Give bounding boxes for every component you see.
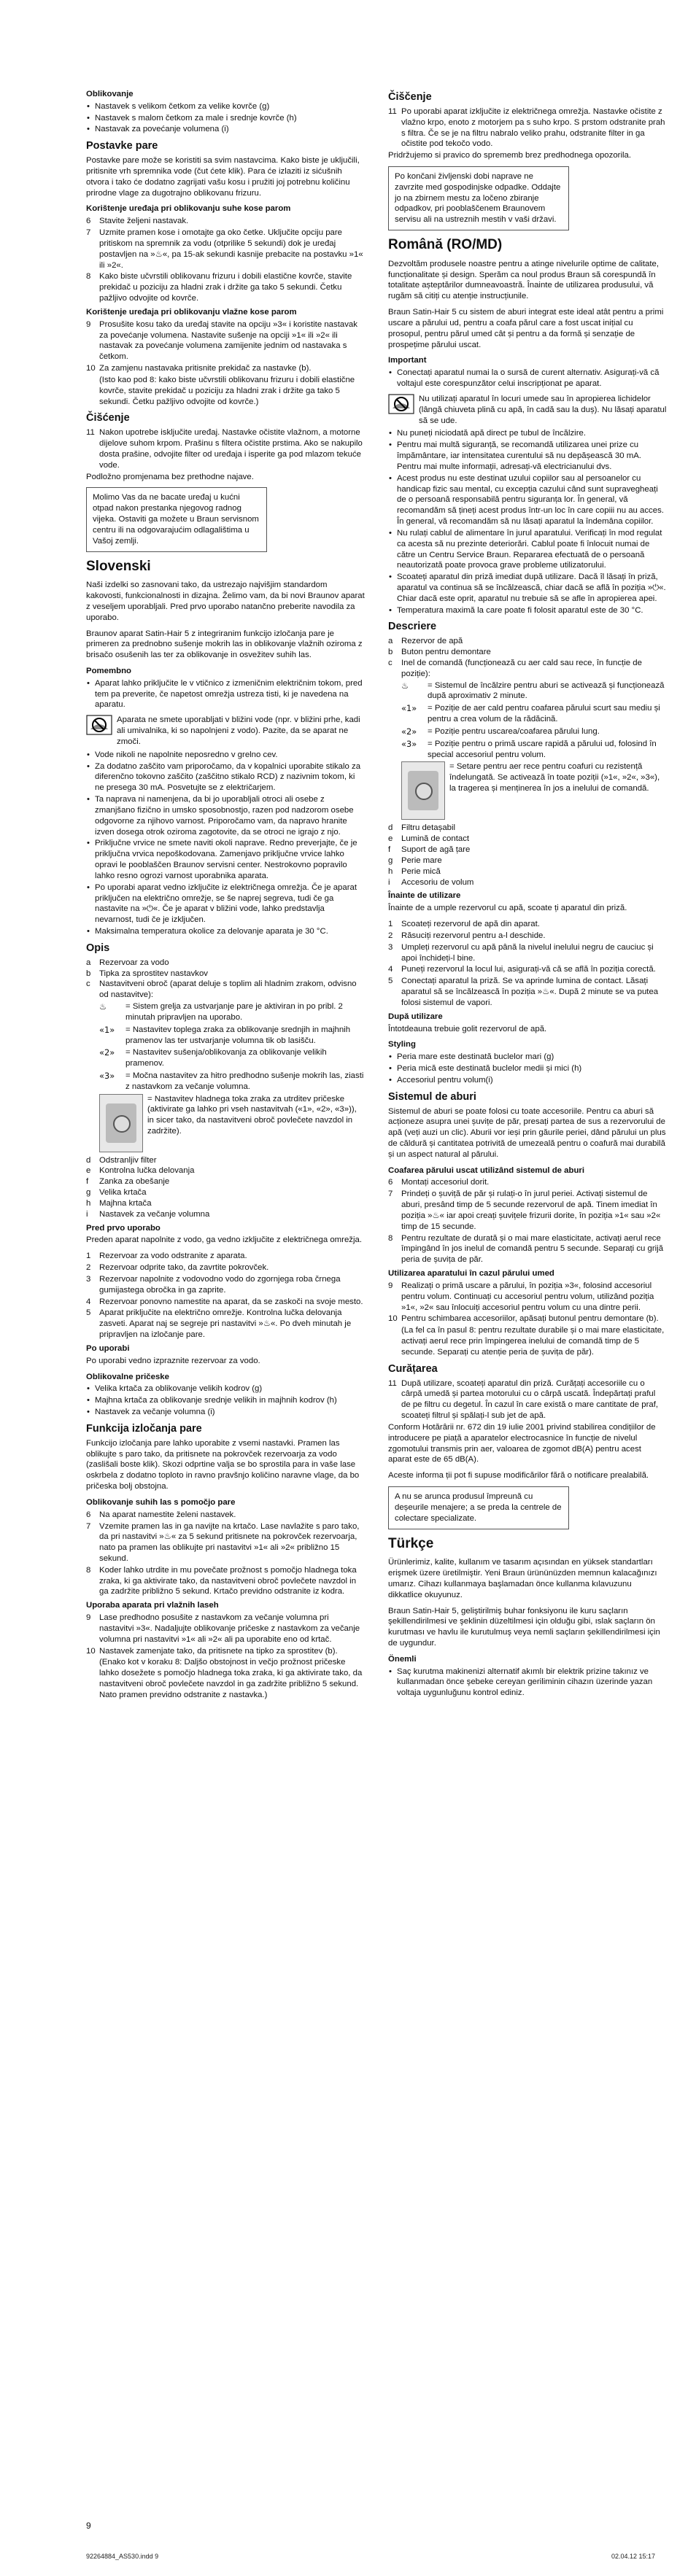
step-number: 8 [86,1565,91,1575]
setting-symbol: «1» [99,1024,115,1035]
step-number: 8 [86,272,91,282]
item-text: Nastavek za večanje volumna [99,1209,210,1219]
lettered-list [86,1155,365,1220]
disposal-notice-box: Molimo Vas da ne bacate uređaj u kućni otpad nakon prestanka njegovog radnog vijeka. Ostaviti ga možete u Braun servisnom centru ili na odgovarajućim odlagalištima u Vašoj zemlji. [86,487,267,551]
step-text: Realizați o primă uscare a părului, în poziția »3«, folosind accesoriul pentru volum. Continuați cu accesoriul pentru volum, utilizând poziția »1«, »2« sau înlocuiți accesoriul pentru volum cu una dintre perii. [401,1281,654,1312]
footer-date: 02.04.12 15:17 [611,2553,655,2560]
step-text: După utilizare, scoateți aparatul din priză. Curățați accesoriile cu o cârpă umedă și partea motorului cu o cârpă uscată. Îndepărtați praful de pe filtru cu degetul. În cazul în care există o mare cantitate de praf, scoateți filtrul și spălați-l sub jet de apă. [401,1378,659,1421]
numbered-item [86,216,365,227]
numbered-item [86,1297,365,1308]
step-number: 9 [86,1613,91,1623]
item-text: Odstranljiv filter [99,1155,157,1165]
bold-subheading: Oblikovalne pričeske [86,1372,169,1381]
numbered-item [86,228,365,271]
paragraph: Ürünlerimiz, kalite, kullanım ve tasarım açısından en yüksek standartları erişmek üzere üretilmiştir. Yeni Braun ürününüzden memnun kalacağınızı umarız. Cihazı kullanmaya başlamadan önce kullanma kılavuzunu dikkatlice okuyunuz. [388,1558,657,1599]
step-text: Na aparat namestite želeni nastavek. [99,1510,236,1519]
numbered-list [388,1378,667,1421]
paragraph: Aceste informa ții pot fi supuse modificărilor fără o notificare prealabilă. [388,1471,649,1481]
setting-item [99,1025,365,1047]
numbered-item [388,1325,667,1357]
numbered-list [86,1510,365,1598]
bullet-item: • Priključne vrvice ne smete naviti okoli naprave. Redno preverjajte, če je priključna vrvica nepoškodovana. Zamenjavo priključne vrvice lahko opravi le pooblaščen Braunov servisni center. Nestrokovno popravilo lahko resno ogrozi varnost uporabnika aparata. [86,838,365,881]
bullet-list [86,750,365,937]
bold-subheading: Pomembno [86,666,132,675]
step-text: (Enako kot v koraku 8: Daljšo obstojnost in večjo prožnost pričeske lahko dosežete s pomočjo hladnega toka zraka, ki ga aktivirate tako, da nastavitveni obroč povlečete navzdol in ga zadržite približno 5 sekund. Nato pramen previdno odstranite z nastavka.) [99,1658,363,1699]
step-text: Prosušite kosu tako da uređaj stavite na opciju »3« i koristite nastavak za povećanje volumena. Nastavite sušenje na opciji »1« ili »2« ili nastavak za povećanje volumena zamijenite jednim od nastavaka s četkom. [99,319,357,362]
step-text: Aparat priključite na električno omrežje. Kontrolna lučka delovanja zasveti. Aparat naj se segreje pri nastavitvi »♨«. Po dveh minutah je pripravljen na izločanje pare. [99,1308,352,1340]
item-text: Majhna krtača [99,1198,152,1208]
paragraph: Sistemul de aburi se poate folosi cu toate accesoriile. Pentru ca aburi să acționeze asupra unei șuvițe de păr, presați partea de sus a rezervorului de apă (veți auzi un clic). Aburii vor ieși prin găurile periei, dând părului un plus de căldură și cantitatea potrivită de umezeală pentru o coafură mai durabilă și un aspect natural al părului. [388,1106,666,1159]
lettered-item [388,856,667,866]
setting-symbol: «3» [401,738,417,749]
step-text: Puneți rezervorul la locul lui, asigurați-vă că se află în poziția corectă. [401,965,656,974]
warning-text: Aparata ne smete uporabljati v bližini vode (npr. v bližini prhe, kadi ali umivalnika, ki so napolnjeni z vodo). Pazite, da se aparat ne zmoči. [117,715,360,746]
footer-file: 92264884_AS530.indd 9 [86,2553,159,2560]
numbered-item [86,1613,365,1645]
paragraph: Braun Satin-Hair 5, geliştirilmiş buhar fonksiyonu ile kuru saçların şekillendirilmesi ve şeklinin düzeltilmesi için olduğu gibi, ıslak saçların ön kurutması ve havlu ile kurutulmuş veya nemli saçların şekillendirilmesi için de uygundur. [388,1606,660,1648]
bullet-item: • Vode nikoli ne napolnite neposredno v grelno cev. [86,750,365,761]
setting-symbol: «1» [401,703,417,714]
bold-subheading: Important [388,356,427,365]
lettered-item [388,647,667,658]
setting-text: = Poziție pentru o primă uscare rapidă a părului ud, folosind în special accesoriul pentru volum. [428,739,657,759]
bullet-item: • Nastavek s malom četkom za male i srednje kovrče (h) [86,113,365,124]
ring-illustration-icon [113,1115,131,1133]
paragraph: Preden aparat napolnite z vodo, ga vedno izključite z električnega omrežja. [86,1235,363,1245]
bullet-item: • Nastavek za večanje volumna (i) [86,1407,365,1418]
item-letter: c [388,658,393,667]
item-letter: f [388,845,391,855]
numbered-item [86,427,365,470]
item-letter: h [86,1198,91,1208]
setting-text: = Poziție de aer cald pentru coafarea părului scurt sau mediu și pentru a crea volum de la rădăcină. [428,704,660,724]
bold-subheading: Korištenje uređaja pri oblikovanju vlažne kose parom [86,307,297,317]
item-text: Perie mică [401,866,441,876]
cold-air-setting-text: = Setare pentru aer rece pentru coafuri cu rezistență îndelungată. Se activează în toate poziții (»1«, »2«, »3«), la tragerea și menținerea în jos a inelului de comandă. [449,762,660,794]
setting-list [86,1001,365,1093]
lettered-item [86,969,365,979]
item-letter: a [388,637,393,646]
water-warning [388,394,667,426]
lettered-item [388,636,667,647]
setting-text: = Nastavitev toplega zraka za oblikovanje srednjih in majhnih pramenov las ter ustvarjanje volumna tik ob lasišču. [125,1025,351,1045]
lettered-item [388,866,667,877]
numbered-item [86,1646,365,1657]
step-text: Pentru rezultate de durată și o mai mare elasticitate, activați aerul rece împingând în jos inelul de comandă pentru 5 secunde. Separați cu grijă peria de șuvița de păr. [401,1233,664,1265]
paragraph: Întotdeauna trebuie golit rezervorul de apă. [388,1024,547,1033]
lettered-list [388,636,667,679]
bold-subheading: Oblikovanje suhih las s pomočjo pare [86,1497,236,1507]
step-text: Răsuciți rezervorul pentru a-l deschide. [401,931,546,940]
section-heading: Slovenski [86,558,151,574]
paragraph: Naši izdelki so zasnovani tako, da ustrezajo najvišjim standardom kakovosti, funkcionalnosti in dizajna. Želimo vam, da bi novi Braunov aparat z veseljem uporabljali. Pred prvo uporabo natančno preberite navodila za uporabo. [86,581,365,622]
numbered-item [388,919,667,930]
numbered-item [86,1274,365,1296]
bold-subheading: Pred prvo uporabo [86,1223,161,1233]
bullet-item: • Po uporabi aparat vedno izključite iz električnega omrežja. Če je aparat priključen na električno omrežje, se še naprej segreva, tudi če ga nastavite na »⏻«. Če je aparat v bližini vode, lahko predstavlja nevarnost, tudi če je izključen. [86,882,365,926]
item-text: Zanka za obešanje [99,1177,170,1187]
setting-symbol: «2» [401,726,417,737]
numbered-item [86,1657,365,1700]
numbered-item [86,1521,365,1564]
numbered-item [388,106,667,150]
setting-item [99,1071,365,1093]
numbered-item [86,1510,365,1521]
paragraph: Postavke pare može se koristiti sa svim nastavcima. Kako biste je uključili, pritisnite vrh spremnika vode (čut ćete klik). Para će izlaziti iz sićušnih otvora i tako će dodatno zagrijati vašu kosu i pružiti joj potrebnu količinu prirodne vlage za dugotrajno oblikovanu frizuru. [86,156,360,198]
item-letter: i [388,877,390,887]
bullet-list [388,1667,667,1699]
disposal-notice-box: Po končani življenski dobi naprave ne zavrzite med gospodinjske odpadke. Oddajte jo na zbirnem mestu za ločeno zbiranje odpadkov, pri pooblaščenem Braunovem servisu ali na ustreznih mestih v vaši državi. [388,166,569,230]
no-water-warning-icon [388,394,414,414]
left-column [86,86,365,1702]
bullet-list [388,428,667,616]
item-text: Kontrolna lučka delovanja [99,1166,195,1176]
section-heading: Türkçe [388,1535,434,1551]
step-number: 2 [86,1263,91,1273]
step-text: Po uporabi aparat izključite iz električnega omrežja. Nastavke očistite z vlažno krpo, enoto z motorjem pa s suho krpo. S prstom odstranite prah s filtra. Če se je na filtru nabralo veliko prahu, odstranite filter in ga očistite pod tekočo vodo. [401,106,665,149]
numbered-item [86,271,365,303]
setting-symbol: ♨ [99,1001,107,1012]
setting-text: = Sistem grelja za ustvarjanje pare je aktiviran in po pribl. 2 minutah pripravljen na uporabo. [125,1002,343,1022]
step-number: 11 [388,106,397,116]
numbered-item [388,1177,667,1188]
subsection-heading: Descriere [388,621,437,633]
lettered-item [86,1187,365,1198]
setting-item [401,739,667,761]
bullet-item: • Majhna krtača za oblikovanje srednje velikih in majhnih kodrov (h) [86,1395,365,1406]
item-letter: d [86,1155,91,1165]
lettered-list [388,823,667,888]
item-text: Tipka za sprostitev nastavkov [99,969,208,978]
lettered-item [86,1209,365,1220]
bold-subheading: Önemli [388,1654,417,1664]
setting-item [99,1001,365,1023]
numbered-item [86,375,365,407]
numbered-item [86,1308,365,1340]
paragraph: Înainte de a umple rezervorul cu apă, scoate ți aparatul din priză. [388,904,627,913]
lettered-item [388,658,667,680]
bullet-list [86,1384,365,1417]
numbered-item [388,964,667,975]
step-number: 10 [86,1646,96,1656]
step-number: 6 [388,1178,393,1187]
step-text: Nastavek zamenjate tako, da pritisnete na tipko za sprostitev (b). [99,1646,338,1656]
paragraph: Po uporabi vedno izpraznite rezervoar za vodo. [86,1356,260,1365]
step-text: Pentru schimbarea accesoriilor, apăsați butonul pentru demontare (b). [401,1314,659,1324]
numbered-list [388,919,667,1009]
subsection-heading: Čiščenje [388,91,432,103]
step-number: 8 [388,1233,393,1243]
step-number: 5 [388,977,393,986]
step-number: 1 [388,920,393,929]
setting-item [401,703,667,725]
step-text: Uzmite pramen kose i omotajte ga oko četke. Uključite opciju pare pritiskom na spremnik za vodu (otprilike 5 sekundi) dok je uređaj postavljen na »♨«, pa 15-ak sekundi kasnije prebacite na postavku »1« ili »2«. [99,228,363,270]
step-number: 11 [86,428,95,438]
step-text: Rezervoar odprite tako, da zavrtite pokrovček. [99,1263,269,1273]
cold-air-ring-illustration [401,761,445,820]
bullet-item: • Pentru mai multă siguranță, se recomandă utilizarea unei prize cu împământare, iar intensitatea curentului să nu depășească 30 mA. Pentru mai multe informații, adresați-vă electricianului dvs. [388,440,667,472]
setting-text: = Poziție pentru uscarea/coafarea părului lung. [428,726,600,736]
step-number: 5 [86,1308,91,1318]
step-number: 1 [86,1252,91,1261]
bullet-item: • Za dodatno zaščito vam priporočamo, da v kopalnici uporabite stikalo za diferenčno tokovno zaščito (zaščitno stikalo RCD) z nazivnim tokom, ki ne presega 30 mA. Posvetujte se z električarjem. [86,761,365,794]
lettered-item [388,845,667,856]
subsection-heading: Opis [86,942,110,954]
bullet-item: • Scoateți aparatul din priză imediat după utilizare. Dacă îl lăsați în priză, aparatul va continua să se încălzească, chiar dacă se află în poziția »⏻«. Chiar dacă este oprit, aparatul nu trebuie să se afle în apropierea apei. [388,572,667,604]
numbered-item [86,1565,365,1597]
step-text: (Isto kao pod 8: kako biste učvrstili oblikovanu frizuru i dobili elastične kovrče, stavite prekidač u poziciju za hladni zrak i držite ga tako 5 sekundi. Četku pažljivo odvojite od kovrče.) [99,375,355,406]
paragraph: Podložno promjenama bez prethodne najave. [86,472,254,481]
step-text: Vzemite pramen las in ga navijte na krtačo. Lase navlažite s paro tako, da pri nastavitvi »♨« za 5 sekund pritisnete na pokrovček rezervoarja, nato pa pramen las oblikujte pri nastavitvi »1« ali »2« približno 15 sekund. [99,1521,360,1563]
setting-list [388,680,667,761]
item-text: Rezervor de apă [401,637,463,646]
bullet-item: • Saç kurutma makinenizi alternatif akımlı bir elektrik prizine takınız ve kullanmadan önce şebeke cereyan geriliminin cihazın üzerinde yazan voltaja uygunluğunu kontrol ediniz. [388,1667,667,1699]
bullet-item: • Aparat lahko priključite le v vtičnico z izmeničnim električnim tokom, pred tem pa preverite, če napetost omrežja ustreza tisti, ki je navedena na aparatu. [86,678,365,710]
lettered-item [86,979,365,1001]
subsection-heading: Sistemul de aburi [388,1090,476,1103]
subsection-heading: Čišćenje [86,412,130,424]
step-number: 7 [388,1190,393,1199]
item-letter: b [86,969,91,978]
numbered-list [86,216,365,304]
cold-air-ring-illustration [99,1094,143,1152]
bullet-item: • Accesoriul pentru volum(i) [388,1075,667,1086]
step-number: 9 [388,1281,393,1290]
numbered-item [388,976,667,1008]
bullet-item: • Conectați aparatul numai la o sursă de curent alternativ. Asigurați-vă că voltajul este corespunzător celui inscripționat pe aparat. [388,368,667,389]
item-letter: f [86,1177,89,1187]
step-text: Rezervoar napolnite z vodovodno vodo do zgornjega roba črnega gumijastega obročka in ga zaprite. [99,1274,341,1295]
bullet-item: • Nastavak za povećanje volumena (i) [86,124,365,135]
lettered-item [388,823,667,834]
page-number: 9 [86,2521,91,2531]
cold-air-setting-text: = Nastavitev hladnega toka zraka za utrditev pričeske (aktivirate ga lahko pri vseh nastavitvah («1», «2», «3»)), in sicer tako, da nastavitveni obroč povlečete navzdol in zadržite). [147,1094,357,1136]
item-letter: e [388,834,393,844]
warning-text: Nu utilizați aparatul în locuri umede sau în apropierea lichidelor (lângă chiuveta plină cu apă, în cadă sau la duș). Nu lăsați aparatul să se ude. [419,394,667,425]
lettered-item [86,958,365,969]
subsection-heading: Postavke pare [86,140,158,152]
numbered-list [86,427,365,470]
step-number: 2 [388,931,393,940]
bullet-item: • Ta naprava ni namenjena, da bi jo uporabljali otroci ali osebe z zmanjšano fizično in umsko sposobnostjo, razen pod nadzorom osebe odgovorne za njihovo varnost. Priporočamo vam, da napravo hranite izven dosega otrok oziroma zagotovite, da se otroci ne igrajo z njo. [86,794,365,837]
item-letter: g [388,856,393,865]
step-text: (La fel ca în pasul 8: pentru rezultate durabile și o mai mare elasticitate, activați aerul rece prin împingerea inelului de comandă timp de 5 secunde. Separați cu atenție peria de șuvița de păr). [401,1326,665,1357]
step-number: 6 [86,1510,91,1519]
item-letter: h [388,866,393,876]
step-text: Montați accesoriul dorit. [401,1178,490,1187]
item-letter: c [86,979,90,989]
step-number: 10 [86,364,96,373]
item-text: Nastavitveni obroč (aparat deluje s toplim ali hladnim zrakom, odvisno od nastavitve): [99,979,357,1000]
bullet-item: • Nastavek s velikom četkom za velike kovrče (g) [86,101,365,112]
step-text: Conectați aparatul la priză. Se va aprinde lumina de contact. Lăsați aparatul să se încălzească în poziția »♨«. După 2 minute se va putea folosi sistemul de vapori. [401,977,659,1007]
step-number: 3 [86,1274,91,1284]
step-number: 10 [388,1314,398,1324]
paragraph: Funkcijo izločanja pare lahko uporabite z vsemi nastavki. Pramen las oblikujte s paro tako, da pritisnete na pokrovček rezervoarja za vodo (zaslišali boste klik). Skozi odprtine valja se bo sprostila para in vaše lase oskrbela z dodatno toploto in ravno pravšnjo količino naravne vlage, da bo pričeska bolj obstojna. [86,1438,360,1491]
numbered-list [86,319,365,408]
bullet-list [86,101,365,135]
lettered-item [86,1176,365,1187]
right-column [388,86,667,1703]
item-text: Suport de agă țare [401,845,471,855]
bold-subheading: Utilizarea aparatului în cazul părului umed [388,1269,554,1279]
step-text: Stavite željeni nastavak. [99,217,189,226]
step-text: Nakon upotrebe isključite uređaj. Nastavke očistite vlažnom, a motorne dijelove suhom krpom. Prašinu s filtera očistite prstima. Ako se nakupilo dosta prašine, odvojite filter od uređaja i isperite ga pod mlazom tekuće vode. [99,428,363,470]
bold-subheading: Po uporabi [86,1343,130,1353]
bullet-item: • Velika krtača za oblikovanje velikih kodrov (g) [86,1384,365,1394]
bold-subheading: Coafarea părului uscat utilizând sistemul de aburi [388,1165,585,1175]
bullet-item: • Peria mare este destinată buclelor mari (g) [388,1052,667,1063]
step-text: Kako biste učvrstili oblikovanu frizuru i dobili elastične kovrče, stavite prekidač u poziciju za hladni zrak i držite ga tako 5 sekundi. Četku pažljivo odvojite od kovrče. [99,272,352,303]
item-text: Buton pentru demontare [401,648,491,657]
step-number: 9 [86,319,91,329]
numbered-item [86,363,365,374]
numbered-item [388,931,667,942]
subsection-heading: Curățarea [388,1362,438,1375]
item-text: Accesoriu de volum [401,877,474,887]
setting-text: = Močna nastavitev za hitro predhodno sušenje mokrih las, ziasti z nastavkom za večanje volumna. [125,1071,364,1091]
setting-text: = Nastavitev sušenja/oblikovanja za oblikovanje velikih pramenov. [125,1048,327,1068]
bold-subheading: Korištenje uređaja pri oblikovanju suhe kose parom [86,204,291,214]
item-text: Inel de comandă (funcționează cu aer cald sau rece, în funcție de poziție): [401,658,642,678]
item-letter: g [86,1188,91,1198]
numbered-item [86,1251,365,1262]
bullet-item: • Temperatura maximă la care poate fi folosit aparatul este de 30 °C. [388,605,667,616]
numbered-item [388,1378,667,1421]
step-text: Umpleți rezervorul cu apă până la nivelul inelului negru de cauciuc și apoi închideți-l bine. [401,942,654,963]
bullet-item: • Acest produs nu este destinat uzului copiilor sau al persoanelor cu handicap fizic sau mental, cu excepția cazului când sunt supravegheați de o persoană responsabilă pentru siguranța lor. În general, vă recomandăm să țineți acest produs într-un loc în care copiii nu au acces. În general, vă recomandăm să nu lăsați aparatul la îndemâna copiilor. [388,473,667,527]
numbered-item [388,1189,667,1232]
item-letter: b [388,648,393,657]
numbered-item [388,1233,667,1265]
step-number: 7 [86,1521,91,1531]
paragraph: Braun Satin-Hair 5 cu sistem de aburi integrat este ideal atât pentru a primi uscare a părului ud, pentru a coafa părul care a fost uscat inițial cu prosopul, pentru părul umed cât și pentru a da formă și senzație de prospețime părului uscat. [388,308,664,349]
item-text: Lumină de contact [401,834,470,844]
subsection-heading: Funkcija izločanja pare [86,1422,202,1435]
setting-item [401,726,667,737]
item-letter: d [388,823,393,833]
print-footer [86,2553,655,2560]
numbered-list [388,1281,667,1358]
step-text: Lase predhodno posušite z nastavkom za večanje volumna pri nastavitvi »3«. Nadaljujte oblikovanje pričeske z nastavkom za večanje volumna pri nastavitvi »1« ali »2« ali pa uporabite eno od krtač. [99,1613,360,1644]
step-number [86,1657,99,1700]
numbered-list [86,1613,365,1701]
setting-symbol: ♨ [401,680,409,691]
step-number [388,1325,401,1357]
step-number: 6 [86,217,91,226]
bold-subheading: Oblikovanje [86,90,134,98]
bullet-item: • Nu puneți niciodată apă direct pe tubul de încălzire. [388,428,667,439]
paragraph: Dezvoltăm produsele noastre pentru a atinge nivelurile optime de calitate, funcționalitate și design. Sperăm ca noul produs Braun să corespundă în totalitate așteptărilor dumneavoastră. Înainte de utilizarea produsului, vă rugăm să citiți cu atenție instrucțiunile. [388,259,660,301]
item-text: Perie mare [401,856,442,865]
numbered-list [86,1251,365,1341]
step-number: 3 [388,942,393,952]
bold-subheading: După utilizare [388,1012,443,1021]
step-text: Scoateți rezervorul de apă din aparat. [401,920,540,929]
item-letter: e [86,1166,91,1176]
step-text: Rezervoar za vodo odstranite z aparata. [99,1252,247,1261]
numbered-item [86,1262,365,1273]
numbered-item [388,1314,667,1324]
item-letter: a [86,958,91,967]
lettered-item [388,877,667,888]
step-text: Koder lahko utrdite in mu povečate prožnost s pomočjo hladnega toka zraka, ki ga aktivirate tako, da nastavitveni obroč povlečete navzdol in ga zadržite približno 5 sekund. Krtačo previdno odstranite iz kodra. [99,1565,357,1597]
cold-air-figure-row [401,761,667,820]
disposal-notice-box: A nu se arunca produsul împreună cu deșeurile menajere; a se preda la centrele de colectare specializate. [388,1486,569,1529]
setting-text: = Sistemul de încălzire pentru aburi se activează și funcționează după aproximativ 2 minute. [428,680,665,701]
bullet-item: • Peria mică este destinată buclelor medii și mici (h) [388,1063,667,1074]
step-number: 11 [388,1378,397,1388]
setting-item [99,1047,365,1069]
bullet-item: • Nu rulați cablul de alimentare în jurul aparatului. Verificați în mod regulat ca acesta să nu prezinte deteriorări. Cablul poate fi înlocuit numai de către un Centru Service Braun. Repararea efectuată de o persoană neautorizată poate provoca grave probleme utilizatorului. [388,528,667,571]
numbered-item [86,319,365,362]
bullet-list [388,368,667,389]
bullet-list [86,678,365,710]
bullet-item: • Maksimalna temperatura okolice za delovanje aparata je 30 °C. [86,926,365,937]
bullet-list [388,1052,667,1085]
lettered-item [86,1165,365,1176]
step-text: Prindeți o șuviță de păr și rulați-o în jurul periei. Activați sistemul de aburi, presând timp de 5 secunde rezervorul de apă. Tinem imediat în poziția »♨« iar apoi creați șuvițele frizurii dorite, în poziția »1« sau »2« timp de 15 secunde. [401,1190,661,1231]
step-number [86,375,99,407]
step-text: Rezervoar ponovno namestite na aparat, da se zaskoči na svoje mesto. [99,1297,363,1306]
cold-air-figure-row [99,1094,365,1152]
section-heading: Română (RO/MD) [388,237,503,253]
step-text: Za zamjenu nastavaka pritisnite prekidač za nastavke (b). [99,364,312,373]
item-text: Filtru detașabil [401,823,456,833]
paragraph: Pridržujemo si pravico do sprememb brez predhodnega opozorila. [388,151,632,160]
bold-subheading: Styling [388,1040,416,1050]
step-number: 7 [86,228,91,238]
bold-subheading: Uporaba aparata pri vlažnih laseh [86,1601,219,1610]
lettered-item [86,1198,365,1209]
lettered-item [388,834,667,845]
item-text: Rezervoar za vodo [99,958,169,967]
bold-subheading: Înainte de utilizare [388,891,461,901]
no-water-warning-icon [86,715,112,735]
setting-item [401,680,667,702]
setting-symbol: «2» [99,1047,115,1058]
item-letter: i [86,1209,88,1219]
numbered-list [388,1177,667,1265]
item-text: Velika krtača [99,1188,147,1198]
step-number: 4 [86,1297,91,1306]
step-number: 4 [388,965,393,974]
paragraph: Conform Hotărârii nr. 672 din 19 iulie 2001 privind stabilirea condițiilor de introducere pe piață a aparatelor electrocasnice în funcție de nivelul zgomotului transmis prin aer, valoarea de zgomot dB(A) pentru acest aparat este de 65 dB(A). [388,1422,656,1464]
numbered-item [388,942,667,964]
paragraph: Braunov aparat Satin-Hair 5 z integriranim funkcijo izločanja pare je primeren za prednobno sušenje mokrih las in oblikovanje vlažnih oziroma z brisačo osušenih las ter za oblikovanje in osvežitev suhih las. [86,629,363,660]
lettered-list [86,958,365,1001]
water-warning [86,715,365,747]
setting-symbol: «3» [99,1070,115,1081]
lettered-item [86,1155,365,1166]
numbered-list [388,106,667,150]
numbered-item [388,1281,667,1313]
